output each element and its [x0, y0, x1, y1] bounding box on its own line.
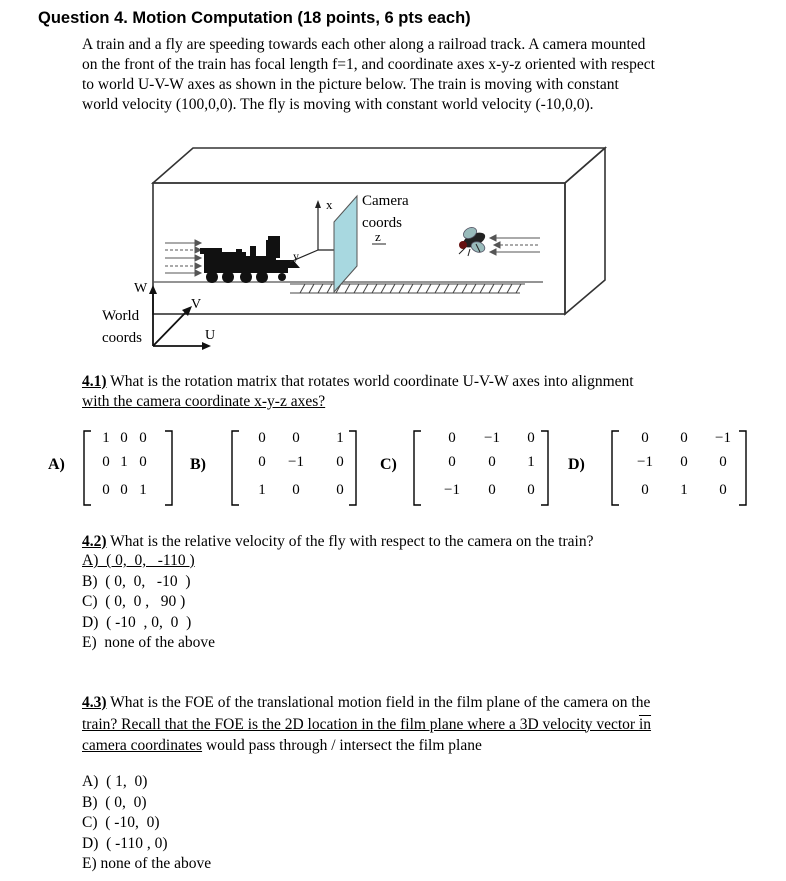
matrix-entry: 1 — [120, 454, 128, 470]
matrix-option-label[interactable]: B) — [190, 456, 206, 473]
matrix-entry: −1 — [637, 454, 653, 470]
q41-text — [82, 372, 634, 412]
q41-line1: What is the rotation matrix that rotates world coordinate U-V-W axes into alignment — [110, 373, 634, 390]
matrix-entry: −1 — [484, 430, 500, 446]
q43-line3a: camera coordinates — [82, 737, 203, 754]
q42-text — [82, 532, 593, 552]
matrix-entry: 0 — [448, 430, 456, 446]
rotation-matrix-options — [40, 425, 760, 510]
matrix-entry: 0 — [336, 482, 344, 498]
matrix-entry: 0 — [488, 454, 496, 470]
matrix-entry: 0 — [102, 454, 110, 470]
q42-question: What is the relative velocity of the fly with respect to the camera on the train? — [110, 533, 594, 550]
matrix-left-bracket — [612, 431, 619, 505]
intro-line: A train and a fly are speeding towards each other along a railroad track. A camera mounted — [82, 36, 646, 53]
q42-option[interactable]: C) ( 0, 0 , 90 ) — [82, 593, 186, 610]
matrix-entry: 1 — [139, 482, 147, 498]
matrix-entry: 1 — [258, 482, 266, 498]
train-motion-arrows — [165, 240, 201, 276]
intro-line: to world U-V-W axes as shown in the picture below. The train is moving with constant — [82, 76, 619, 93]
q43-line3b: would pass through / intersect the film plane — [202, 737, 482, 754]
q41-line2: with the camera coordinate x-y-z axes? — [82, 393, 326, 410]
matrix-right-bracket — [165, 431, 172, 505]
world-label: coords — [102, 330, 142, 346]
q43-options — [82, 772, 211, 875]
railroad-track — [290, 284, 525, 293]
matrix-left-bracket — [232, 431, 239, 505]
matrix-entry: 0 — [527, 430, 535, 446]
matrix-entry: 0 — [641, 482, 649, 498]
q42-option[interactable]: A) ( 0, 0, -110 ) — [82, 552, 195, 569]
matrix-entry: 0 — [488, 482, 496, 498]
q42-option[interactable]: B) ( 0, 0, -10 ) — [82, 572, 191, 590]
camera-label: Camera — [362, 193, 409, 209]
matrix-entry: 0 — [120, 430, 128, 446]
matrix-entry: 1 — [102, 430, 110, 446]
matrix-entry: 0 — [292, 430, 300, 446]
fly-icon — [459, 225, 487, 256]
intro-line: world velocity (100,0,0). The fly is moving with constant world velocity (-10,0,0). — [82, 96, 594, 113]
q42-option[interactable]: D) ( -10 , 0, 0 ) — [82, 613, 192, 631]
matrix-entry: 0 — [680, 430, 688, 446]
matrix-entry: 0 — [120, 482, 128, 498]
q43-line2b: in — [638, 715, 652, 733]
matrix-right-bracket — [349, 431, 356, 505]
matrix-right-bracket — [541, 431, 548, 505]
matrix-left-bracket — [84, 431, 91, 505]
matrix-entry: 0 — [336, 454, 344, 470]
axis-x-label: x — [326, 197, 333, 212]
q43-option[interactable]: D) ( -110 , 0) — [82, 834, 168, 852]
matrix-entry: 0 — [139, 454, 147, 470]
train-fly-figure — [90, 140, 620, 355]
q42-number: 4.2) — [82, 533, 107, 550]
q41-number: 4.1) — [82, 373, 107, 390]
q42-option[interactable]: E) none of the above — [82, 634, 215, 651]
intro-line: on the front of the train has focal length f=1, and coordinate axes x-y-z oriented with respect — [82, 56, 655, 73]
fly-motion-arrows — [490, 235, 540, 255]
q43-option[interactable]: C) ( -10, 0) — [82, 814, 160, 831]
matrix-option-label[interactable]: C) — [380, 456, 397, 473]
q43-option[interactable]: B) ( 0, 0) — [82, 793, 147, 811]
q42-options — [82, 551, 215, 654]
matrix-entry: 0 — [292, 482, 300, 498]
matrix-entry: 0 — [448, 454, 456, 470]
matrix-entry: 0 — [680, 454, 688, 470]
q43-option[interactable]: A) ( 1, 0) — [82, 773, 148, 790]
matrix-left-bracket — [414, 431, 421, 505]
q43-line1: What is the FOE of the translational motion field in the film plane of the camera on the — [110, 694, 651, 711]
intro-paragraph — [82, 35, 722, 115]
matrix-entry: 1 — [527, 454, 535, 470]
matrix-option-label[interactable]: A) — [48, 456, 65, 473]
train-icon — [200, 236, 300, 283]
matrix-entry: 0 — [102, 482, 110, 498]
matrix-entry: −1 — [288, 454, 304, 470]
question-title: Question 4. Motion Computation (18 points, 6 pts each) — [38, 9, 471, 27]
q43-option[interactable]: E) none of the above — [82, 855, 212, 872]
matrix-entry: 0 — [719, 454, 727, 470]
camera-label: coords — [362, 215, 402, 231]
matrix-right-bracket — [739, 431, 746, 505]
axis-V-label: V — [191, 297, 202, 312]
matrix-entry: 0 — [139, 430, 147, 446]
q43-number: 4.3) — [82, 694, 107, 711]
axis-y-label: y — [293, 249, 299, 263]
q43-line2a: train? Recall that the FOE is the 2D location in the film plane where a 3D velocity vector — [82, 715, 639, 733]
matrix-entry: 0 — [258, 430, 266, 446]
matrix-entry: 1 — [336, 430, 344, 446]
matrix-entry: 0 — [527, 482, 535, 498]
matrix-entry: 1 — [680, 482, 688, 498]
matrix-entry: 0 — [719, 482, 727, 498]
world-label: World — [102, 308, 140, 324]
matrix-option-label[interactable]: D) — [568, 456, 585, 473]
matrix-entry: −1 — [444, 482, 460, 498]
matrix-entry: 0 — [641, 430, 649, 446]
matrix-entry: −1 — [715, 430, 731, 446]
axis-z-label: z — [375, 229, 381, 244]
axis-U-label: U — [205, 328, 216, 343]
film-plane — [334, 196, 357, 292]
q43-text — [82, 692, 651, 757]
matrix-entry: 0 — [258, 454, 266, 470]
axis-W-label: W — [134, 281, 148, 296]
